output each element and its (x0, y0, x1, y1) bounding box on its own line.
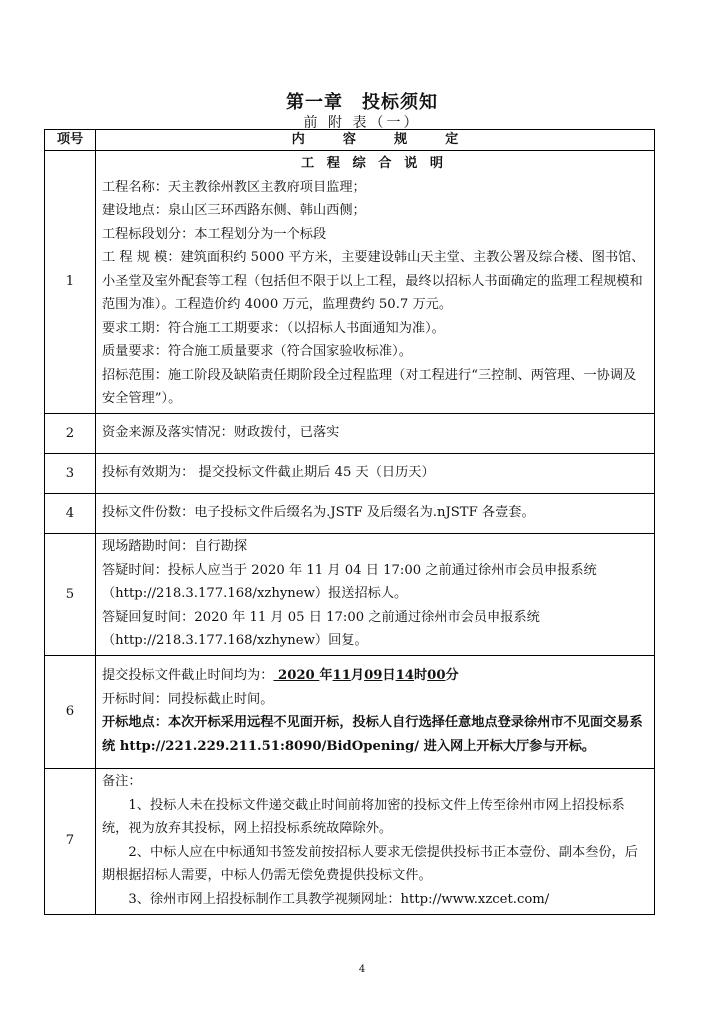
opening-location (102, 711, 646, 758)
deadline-line (102, 664, 646, 688)
content-line: 招标范围：施工阶段及缺陷责任期阶段全过程监理（对工程进行“三控制、两管理、一协调及安全管理”）。 (102, 367, 637, 407)
table-row (45, 151, 655, 414)
table-subtitle: 前 附 表（一） (303, 115, 421, 131)
content-line: 工 程 规 模：建筑面积约 5000 平方米，主要建设韩山天主堂、主教公署及综合楼、图书馆、小圣堂及室外配套等工程（包括但不限于以上工程，最终以招标人书面确定的监理工程规模和范围为准）。工程造价约 4000 万元，监理费约 50.7 万元。 (102, 250, 645, 313)
row-number: 7 (45, 768, 96, 914)
content-line: 3、徐州市网上招投标制作工具教学视频网址：http://www.xzcet.com/ (128, 891, 550, 907)
content-line: 答疑时间：投标人应当于 2020 年 11 月 04 日 17:00 之前通过徐州市会员申报系统（http://218.3.177.168/xzhynew）报送招标人。 (102, 562, 597, 601)
table-header-row (45, 130, 655, 151)
content-line: 答疑回复时间：2020 年 11 月 05 日 17:00 之前通过徐州市会员申报系统（http://218.3.177.168/xzhynew）回复。 (102, 609, 540, 648)
deadline-hour-unit: 时 (413, 668, 428, 683)
table-row (45, 534, 655, 656)
content-line: 建设地点：泉山区三环西路东侧、韩山西侧； (102, 203, 366, 219)
header-item-number: 项号 (45, 130, 96, 151)
content-line: 资金来源及落实情况：财政拨付，已落实 (102, 425, 340, 441)
content-line: 开标时间：同投标截止时间。 (102, 691, 274, 707)
deadline-year: 2020 (273, 668, 320, 683)
row-number: 4 (45, 494, 96, 534)
page-number: 4 (358, 964, 366, 975)
table-row (45, 768, 655, 914)
bid-notice-table (44, 129, 655, 915)
row-content (96, 768, 655, 914)
deadline-month: 11 (332, 668, 351, 683)
deadline-hour: 14 (395, 668, 414, 683)
row-content (96, 414, 655, 454)
deadline-day-unit: 日 (382, 668, 396, 683)
header-content: 内容规定 (96, 130, 655, 151)
content-line: 投标有效期为： 提交投标文件截止期后 45 天（日历天） (102, 465, 435, 481)
opening-location-text: 本次开标采用远程不见面开标，投标人自行选择任意地点登录徐州市不见面交易系统 http://221.229.211.51:8090/BidOpening/ 进入网上开标大厅参与开标。 (102, 715, 643, 754)
deadline-month-unit: 月 (350, 668, 365, 683)
row-number: 5 (45, 534, 96, 656)
table-row (45, 454, 655, 494)
deadline-minute: 00 (427, 668, 446, 683)
deadline-prefix: 提交投标文件截止时间均为： (102, 668, 274, 683)
chapter-title: 第一章 投标须知 (286, 92, 438, 113)
row-content (96, 151, 655, 414)
row-content (96, 494, 655, 534)
content-line: 工程名称：天主教徐州教区主教府项目监理； (102, 179, 366, 195)
row-content (96, 655, 655, 768)
content-line: 投标文件份数：电子投标文件后缀名为.JSTF 及后缀名为.nJSTF 各壹套。 (102, 505, 535, 521)
row-number: 1 (45, 151, 96, 414)
row-content (96, 454, 655, 494)
table-row (45, 494, 655, 534)
deadline-year-unit: 年 (319, 668, 333, 683)
content-line: 备注： (102, 774, 142, 789)
content-line: 质量要求：符合施工质量要求（符合国家验收标准）。 (102, 344, 412, 360)
deadline-minute-unit: 分 (445, 668, 459, 683)
content-line: 1、投标人未在投标文件递交截止时间前将加密的投标文件上传至徐州市网上招投标系统，视为放弃其投标，网上招投标系统故障除外。 (102, 797, 625, 836)
row-number: 3 (45, 454, 96, 494)
deadline-day: 09 (364, 668, 383, 683)
row-number: 2 (45, 414, 96, 454)
section-title: 工 程 综 合 说 明 (300, 156, 448, 172)
content-line: 要求工期：符合施工工期要求：（以招标人书面通知为准）。 (102, 320, 445, 336)
content-line: 2、中标人应在中标通知书签发前按招标人要求无偿提供投标书正本壹份、副本叁份，后期根据招标人需要，中标人仍需无偿免费提供投标文件。 (102, 844, 638, 883)
content-line: 现场踏勘时间：自行勘探 (102, 539, 248, 554)
opening-location-label: 开标地点： (102, 715, 168, 730)
content-line: 工程标段划分：本工程划分为一个标段 (102, 226, 327, 242)
row-number: 6 (45, 655, 96, 768)
table-row (45, 414, 655, 454)
row-content (96, 534, 655, 656)
table-row (45, 655, 655, 768)
